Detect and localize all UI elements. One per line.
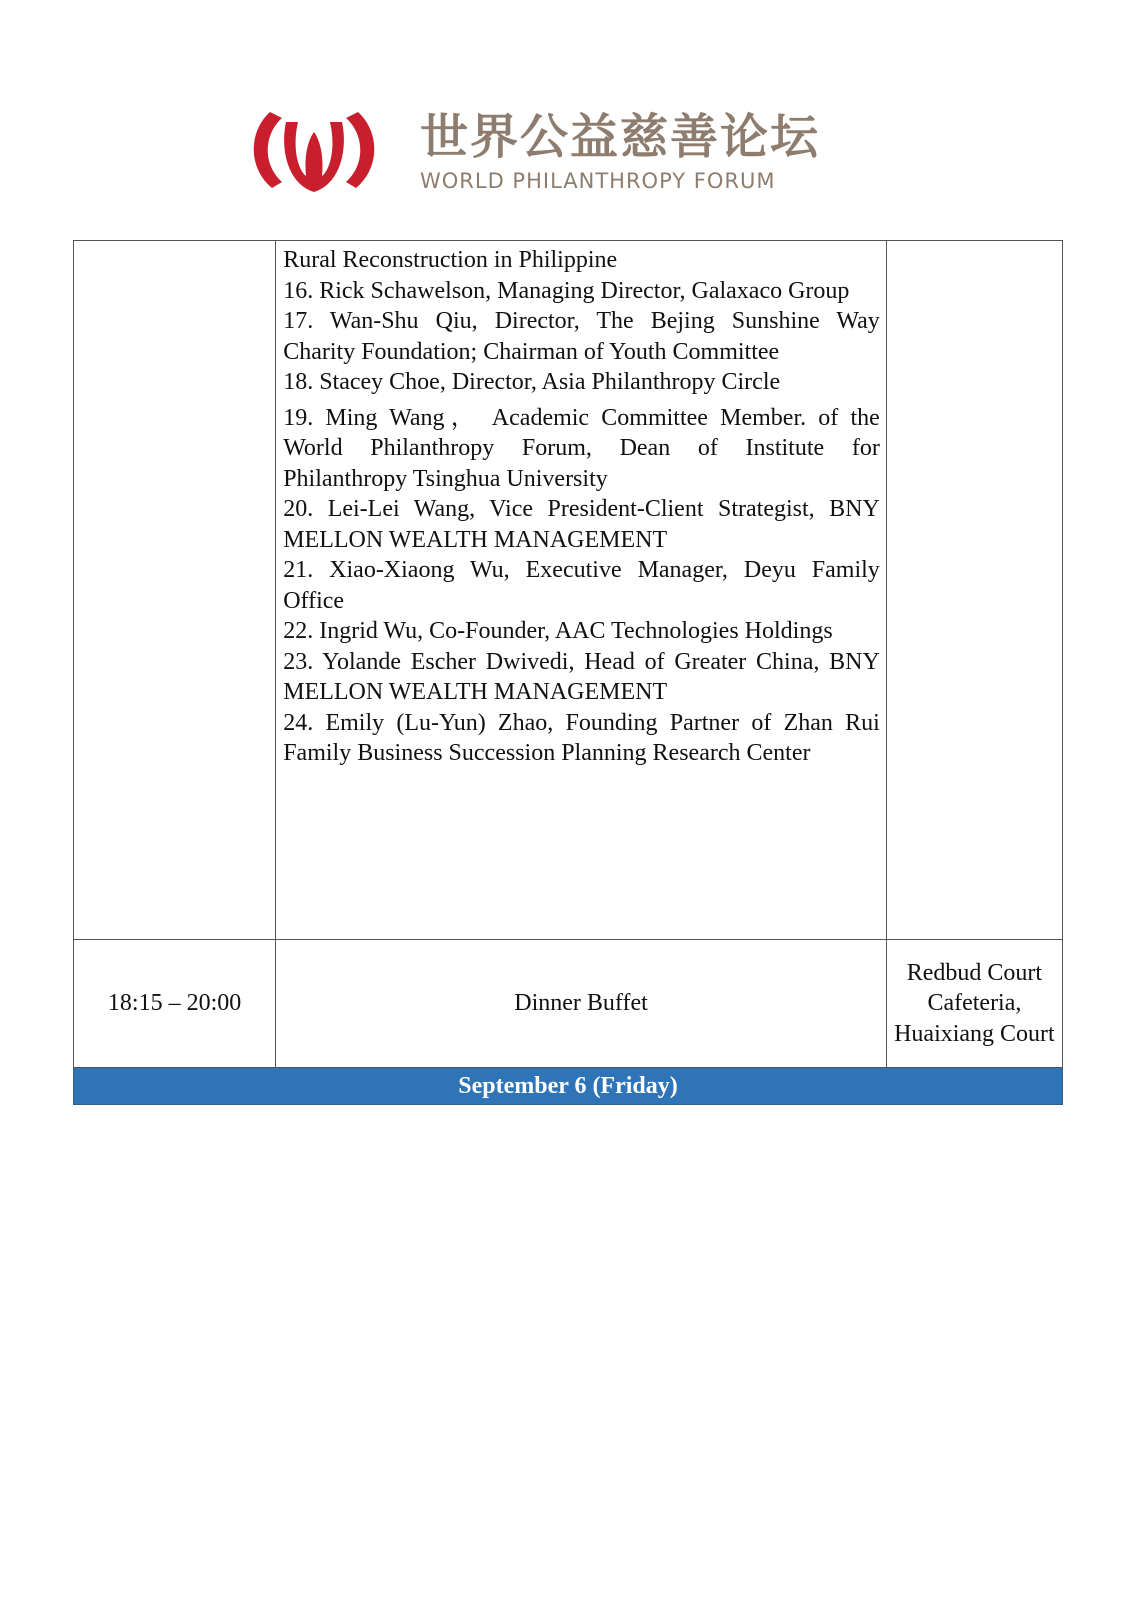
speaker-line: 22. Ingrid Wu, Co-Founder, AAC Technologies Holdings <box>283 618 833 644</box>
speaker-list <box>283 245 880 769</box>
date-row <box>74 1068 1063 1105</box>
dinner-event: Dinner Buffet <box>276 940 887 1068</box>
brand-chinese-name: 世界公益慈善论坛 <box>420 109 821 165</box>
dinner-time: 18:15 – 20:00 <box>74 940 276 1068</box>
speaker-list-cell <box>276 241 887 940</box>
logo-w-mark-icon <box>284 122 344 192</box>
logo-left-arc-icon <box>254 112 282 188</box>
header-text <box>420 110 860 200</box>
speaker-line: 24. Emily (Lu-Yun) Zhao, Founding Partner of Zhan Rui Family Business Succession Planning Research Center <box>283 709 880 766</box>
speaker-time-cell <box>74 241 276 940</box>
logo-right-arc-icon <box>346 112 374 188</box>
schedule-table <box>73 240 1063 1105</box>
speaker-line: 18. Stacey Choe, Director, Asia Philanthropy Circle <box>283 369 781 395</box>
speaker-line: 19. Ming Wang， Academic Committee Member. of the World Philanthropy Forum, Dean of Institute for Philanthropy Tsinghua University <box>283 404 880 492</box>
header-logo <box>252 104 376 196</box>
wpf-logo-icon <box>252 104 376 196</box>
speaker-line: Rural Reconstruction in Philippine <box>283 247 618 273</box>
dinner-venue-cell <box>886 940 1062 1068</box>
date-header: September 6 (Friday) <box>74 1068 1063 1105</box>
dinner-venue: Redbud Court Cafeteria, Huaixiang Court <box>894 959 1055 1047</box>
speaker-line: 21. Xiao-Xiaong Wu, Executive Manager, Deyu Family Office <box>283 557 880 614</box>
speaker-line: 23. Yolande Escher Dwivedi, Head of Greater China, BNY MELLON WEALTH MANAGEMENT <box>283 648 880 705</box>
speaker-line: 17. Wan-Shu Qiu, Director, The Bejing Sunshine Way Charity Foundation; Chairman of Youth Committee <box>283 308 880 365</box>
speaker-row <box>74 241 1063 940</box>
brand-english-name: WORLD PHILANTHROPY FORUM <box>420 169 776 193</box>
speaker-line: 16. Rick Schawelson, Managing Director, Galaxaco Group <box>283 277 850 304</box>
speaker-venue-cell <box>886 241 1062 940</box>
dinner-row <box>74 940 1063 1068</box>
speaker-line: 20. Lei-Lei Wang, Vice President-Client Strategist, BNY MELLON WEALTH MANAGEMENT <box>283 496 880 553</box>
